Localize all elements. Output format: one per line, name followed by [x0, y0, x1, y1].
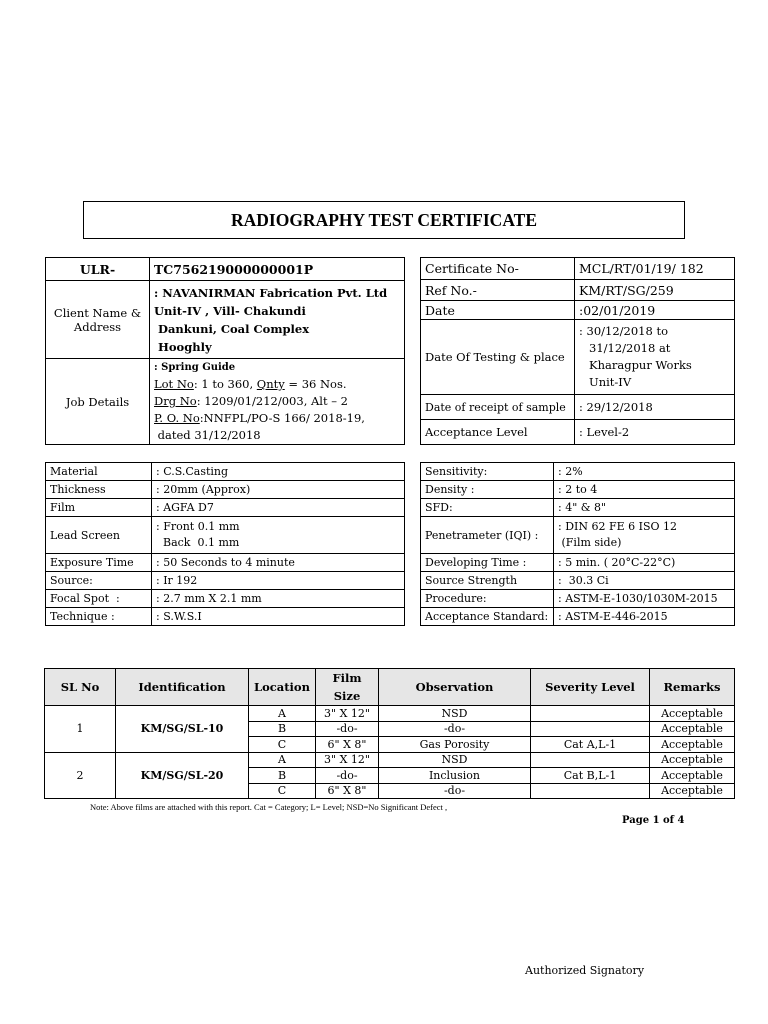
table-row: [45, 706, 735, 722]
film-size-cell: -do-: [316, 768, 379, 784]
observation-cell: Inclusion: [379, 768, 531, 784]
param-label: Material: [46, 463, 152, 481]
client-info-table: [45, 257, 405, 445]
qnty-label: Qnty: [256, 377, 285, 391]
header-location: Location: [249, 669, 316, 706]
job-label: Job Details: [46, 359, 150, 445]
certificate-value: MCL/RT/01/19/ 182: [575, 258, 735, 280]
param-label: Exposure Time: [46, 554, 152, 572]
job-details: [150, 359, 405, 445]
header-identification: Identification: [116, 669, 249, 706]
date-value: :02/01/2019: [575, 301, 735, 320]
param-value-line: : DIN 62 FE 6 ISO 12: [558, 520, 678, 533]
severity-cell: [531, 783, 650, 799]
severity-cell: Cat A,L-1: [531, 737, 650, 753]
remarks-cell: Acceptable: [650, 706, 735, 722]
observation-cell: -do-: [379, 721, 531, 737]
param-value: : Ir 192: [152, 572, 405, 590]
ulr-value: TC756219000000001P: [150, 258, 405, 281]
severity-cell: [531, 721, 650, 737]
receipt-label: Date of receipt of sample: [421, 395, 575, 420]
po-label: P. O. No: [154, 411, 200, 425]
film-size-cell: 6" X 8": [316, 783, 379, 799]
title-box: [83, 201, 685, 239]
sl-cell: 1: [45, 706, 116, 753]
identification-cell: KM/SG/SL-20: [116, 752, 249, 799]
remarks-cell: Acceptable: [650, 783, 735, 799]
param-label: Source:: [46, 572, 152, 590]
acceptance-value: : Level-2: [575, 420, 735, 445]
location-cell: A: [249, 752, 316, 768]
observation-cell: NSD: [379, 752, 531, 768]
client-line: Unit-IV , Vill- Chakundi: [154, 303, 306, 318]
param-value: : C.S.Casting: [152, 463, 405, 481]
param-value: : 20mm (Approx): [152, 481, 405, 499]
remarks-cell: Acceptable: [650, 737, 735, 753]
param-label: Thickness: [46, 481, 152, 499]
job-line: : Spring Guide: [154, 362, 236, 373]
param-label: Procedure:: [421, 590, 554, 608]
param-label: Lead Screen: [46, 517, 152, 554]
ref-value: KM/RT/SG/259: [575, 280, 735, 301]
client-address: [150, 281, 405, 359]
table-row: [45, 752, 735, 768]
param-label: Technique :: [46, 608, 152, 626]
page-title: RADIOGRAPHY TEST CERTIFICATE: [230, 209, 538, 230]
location-cell: A: [249, 706, 316, 722]
observation-cell: NSD: [379, 706, 531, 722]
observation-cell: -do-: [379, 783, 531, 799]
client-line: : NAVANIRMAN Fabrication Pvt. Ltd: [154, 285, 388, 300]
param-label: Developing Time :: [421, 554, 554, 572]
testing-line: Unit-IV: [589, 375, 632, 389]
job-line: dated 31/12/2018: [154, 428, 261, 442]
param-label: Acceptance Standard:: [421, 608, 554, 626]
job-line: [154, 410, 400, 427]
header-sl: SL No: [45, 669, 116, 706]
location-cell: B: [249, 721, 316, 737]
location-cell: C: [249, 737, 316, 753]
authorized-signatory: Authorized Signatory: [525, 964, 645, 977]
header-observation: Observation: [379, 669, 531, 706]
drg-label: Drg No: [154, 394, 197, 408]
location-cell: B: [249, 768, 316, 784]
header-film-size: Film Size: [316, 669, 379, 706]
severity-cell: Cat B,L-1: [531, 768, 650, 784]
param-value: : ASTM-E-446-2015: [554, 608, 735, 626]
testing-label: Date Of Testing & place: [421, 320, 575, 395]
param-label: Sensitivity:: [421, 463, 554, 481]
sl-cell: 2: [45, 752, 116, 799]
film-size-cell: 6" X 8": [316, 737, 379, 753]
certificate-label: Certificate No-: [421, 258, 575, 280]
job-line: [154, 376, 400, 393]
remarks-cell: Acceptable: [650, 721, 735, 737]
param-value-line: : Front 0.1 mm: [156, 520, 240, 533]
observation-table: [44, 668, 735, 799]
param-value: : 50 Seconds to 4 minute: [152, 554, 405, 572]
testing-value: [575, 320, 735, 395]
param-value: : AGFA D7: [152, 499, 405, 517]
param-label: Focal Spot :: [46, 590, 152, 608]
severity-cell: [531, 752, 650, 768]
remarks-cell: Acceptable: [650, 752, 735, 768]
drg-value: : 1209/01/212/003, Alt – 2: [196, 394, 348, 408]
param-value: : 30.3 Ci: [554, 572, 735, 590]
page-number: Page 1 of 4: [622, 815, 685, 826]
location-cell: C: [249, 783, 316, 799]
test-parameters-right: [420, 462, 735, 626]
test-parameters-left: [45, 462, 405, 626]
param-label: Source Strength: [421, 572, 554, 590]
job-line: [154, 393, 400, 410]
param-label: Film: [46, 499, 152, 517]
identification-cell: KM/SG/SL-10: [116, 706, 249, 753]
film-size-cell: 3" X 12": [316, 706, 379, 722]
ulr-label: ULR-: [46, 258, 150, 281]
param-value: [152, 517, 405, 554]
observation-cell: Gas Porosity: [379, 737, 531, 753]
param-value: : S.W.S.I: [152, 608, 405, 626]
qnty-value: = 36 Nos.: [284, 377, 347, 391]
param-label: Penetrameter (IQI) :: [421, 517, 554, 554]
testing-line: Kharagpur Works: [589, 358, 692, 372]
param-value: : 2.7 mm X 2.1 mm: [152, 590, 405, 608]
lot-value: : 1 to 360,: [193, 377, 257, 391]
param-value: : 4" & 8": [554, 499, 735, 517]
header-remarks: Remarks: [650, 669, 735, 706]
param-value: [554, 517, 735, 554]
certificate-info-table: [420, 257, 735, 445]
ref-label: Ref No.-: [421, 280, 575, 301]
param-label: Density :: [421, 481, 554, 499]
footnote: Note: Above films are attached with this report. Cat = Category; L= Level; NSD=No Significant Defect ,: [90, 802, 448, 812]
param-label: SFD:: [421, 499, 554, 517]
severity-cell: [531, 706, 650, 722]
param-value: : 2 to 4: [554, 481, 735, 499]
receipt-value: : 29/12/2018: [575, 395, 735, 420]
film-size-cell: -do-: [316, 721, 379, 737]
param-value: : ASTM-E-1030/1030M-2015: [554, 590, 735, 608]
testing-line: 31/12/2018 at: [589, 341, 671, 355]
acceptance-label: Acceptance Level: [421, 420, 575, 445]
lot-label: Lot No: [154, 377, 194, 391]
film-size-cell: 3" X 12": [316, 752, 379, 768]
remarks-cell: Acceptable: [650, 768, 735, 784]
param-value-line: (Film side): [558, 536, 622, 549]
client-label: Client Name & Address: [46, 281, 150, 359]
param-value: : 2%: [554, 463, 735, 481]
param-value-line: Back 0.1 mm: [156, 536, 240, 549]
testing-line: : 30/12/2018 to: [579, 324, 669, 338]
header-severity: Severity Level: [531, 669, 650, 706]
client-line: Hooghly: [154, 339, 212, 354]
date-label: Date: [421, 301, 575, 320]
client-line: Dankuni, Coal Complex: [154, 321, 310, 336]
po-value: :NNFPL/PO-S 166/ 2018-19,: [199, 411, 365, 425]
param-value: : 5 min. ( 20°C-22°C): [554, 554, 735, 572]
